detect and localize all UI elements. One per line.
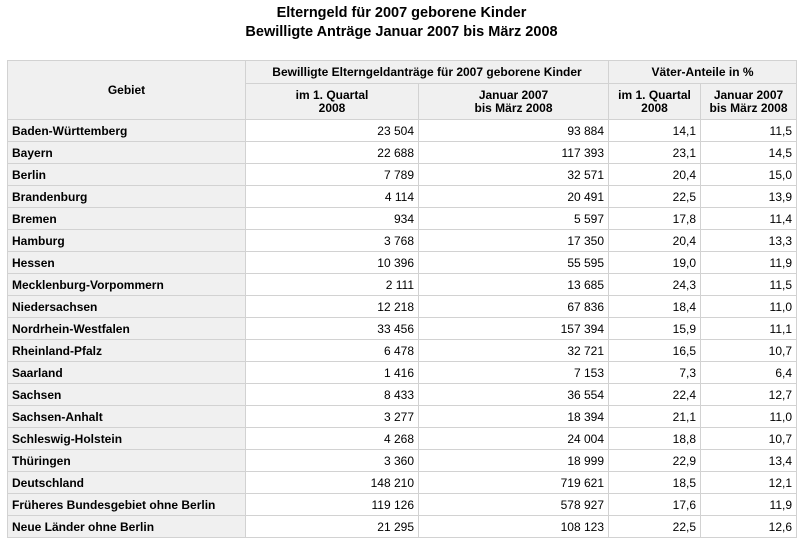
cell-vaeter-q1: 22,9 [609,450,701,472]
header-antraege-q1 [246,84,419,120]
cell-antraege-q1: 7 789 [246,164,419,186]
cell-vaeter-q1: 15,9 [609,318,701,340]
table-row [8,340,797,362]
cell-antraege-q1: 22 688 [246,142,419,164]
cell-vaeter-jan: 12,6 [701,516,797,538]
cell-antraege-jan: 578 927 [419,494,609,516]
cell-antraege-jan: 117 393 [419,142,609,164]
table-row [8,406,797,428]
table-row [8,450,797,472]
cell-vaeter-q1: 16,5 [609,340,701,362]
table-row [8,252,797,274]
header-gebiet: Gebiet [8,61,246,120]
cell-vaeter-jan: 12,1 [701,472,797,494]
table-row [8,428,797,450]
row-name: Früheres Bundesgebiet ohne Berlin [8,494,246,516]
table-row [8,472,797,494]
cell-vaeter-jan: 6,4 [701,362,797,384]
table-row [8,186,797,208]
row-name: Niedersachsen [8,296,246,318]
cell-vaeter-jan: 11,1 [701,318,797,340]
cell-antraege-jan: 24 004 [419,428,609,450]
cell-vaeter-q1: 19,0 [609,252,701,274]
cell-antraege-q1: 2 111 [246,274,419,296]
table-row [8,362,797,384]
cell-antraege-jan: 18 394 [419,406,609,428]
row-name: Hamburg [8,230,246,252]
cell-vaeter-jan: 12,7 [701,384,797,406]
table-row [8,164,797,186]
cell-vaeter-q1: 24,3 [609,274,701,296]
cell-antraege-jan: 67 836 [419,296,609,318]
cell-antraege-q1: 3 277 [246,406,419,428]
cell-vaeter-q1: 17,8 [609,208,701,230]
header-vaeter-jan [701,84,797,120]
row-name: Berlin [8,164,246,186]
table-row [8,318,797,340]
header-vaeter-jan-line2: bis März 2008 [709,100,788,115]
cell-antraege-jan: 17 350 [419,230,609,252]
table-row [8,494,797,516]
cell-antraege-jan: 32 571 [419,164,609,186]
cell-antraege-jan: 719 621 [419,472,609,494]
header-vaeter-q1-line1: im 1. Quartal [618,87,691,102]
data-table [7,60,797,538]
table-header [8,61,797,120]
cell-vaeter-jan: 11,9 [701,252,797,274]
cell-antraege-jan: 5 597 [419,208,609,230]
header-vaeter-jan-line1: Januar 2007 [713,87,784,102]
cell-antraege-q1: 4 114 [246,186,419,208]
cell-vaeter-q1: 21,1 [609,406,701,428]
cell-vaeter-q1: 7,3 [609,362,701,384]
header-antraege-q1-line2: 2008 [318,100,346,115]
header-group-antraege: Bewilligte Elterngeldanträge für 2007 geborene Kinder [246,61,609,84]
row-name: Deutschland [8,472,246,494]
cell-vaeter-jan: 11,5 [701,274,797,296]
cell-antraege-q1: 119 126 [246,494,419,516]
cell-vaeter-q1: 17,6 [609,494,701,516]
cell-vaeter-q1: 22,4 [609,384,701,406]
row-name: Bremen [8,208,246,230]
cell-vaeter-jan: 14,5 [701,142,797,164]
cell-antraege-jan: 13 685 [419,274,609,296]
header-antraege-jan-line1: Januar 2007 [478,87,549,102]
row-name: Saarland [8,362,246,384]
row-name: Neue Länder ohne Berlin [8,516,246,538]
cell-antraege-q1: 3 768 [246,230,419,252]
cell-vaeter-jan: 13,9 [701,186,797,208]
row-name: Schleswig-Holstein [8,428,246,450]
row-name: Thüringen [8,450,246,472]
row-name: Sachsen-Anhalt [8,406,246,428]
cell-antraege-q1: 148 210 [246,472,419,494]
header-vaeter-q1 [609,84,701,120]
cell-antraege-q1: 10 396 [246,252,419,274]
row-name: Sachsen [8,384,246,406]
table-row [8,120,797,142]
cell-antraege-q1: 23 504 [246,120,419,142]
cell-vaeter-jan: 11,9 [701,494,797,516]
cell-antraege-jan: 18 999 [419,450,609,472]
cell-vaeter-jan: 11,4 [701,208,797,230]
header-antraege-q1-line1: im 1. Quartal [295,87,369,102]
row-name: Rheinland-Pfalz [8,340,246,362]
row-name: Brandenburg [8,186,246,208]
cell-antraege-q1: 3 360 [246,450,419,472]
cell-vaeter-jan: 10,7 [701,340,797,362]
table-row [8,274,797,296]
cell-antraege-q1: 33 456 [246,318,419,340]
table-row [8,516,797,538]
cell-vaeter-q1: 22,5 [609,186,701,208]
row-name: Hessen [8,252,246,274]
table-body [8,120,797,538]
row-name: Mecklenburg-Vorpommern [8,274,246,296]
cell-vaeter-q1: 18,8 [609,428,701,450]
header-vaeter-q1-line2: 2008 [641,100,668,115]
header-antraege-jan [419,84,609,120]
cell-antraege-q1: 12 218 [246,296,419,318]
cell-vaeter-jan: 13,4 [701,450,797,472]
cell-vaeter-q1: 23,1 [609,142,701,164]
cell-vaeter-jan: 15,0 [701,164,797,186]
cell-vaeter-q1: 20,4 [609,164,701,186]
table-row [8,208,797,230]
cell-antraege-q1: 8 433 [246,384,419,406]
cell-antraege-jan: 108 123 [419,516,609,538]
cell-antraege-jan: 36 554 [419,384,609,406]
cell-antraege-q1: 21 295 [246,516,419,538]
cell-antraege-q1: 4 268 [246,428,419,450]
cell-vaeter-jan: 13,3 [701,230,797,252]
row-name: Nordrhein-Westfalen [8,318,246,340]
cell-antraege-jan: 157 394 [419,318,609,340]
cell-vaeter-jan: 11,0 [701,296,797,318]
cell-vaeter-q1: 22,5 [609,516,701,538]
cell-antraege-jan: 93 884 [419,120,609,142]
cell-antraege-jan: 55 595 [419,252,609,274]
cell-vaeter-jan: 11,5 [701,120,797,142]
header-antraege-jan-line2: bis März 2008 [474,100,553,115]
cell-antraege-q1: 934 [246,208,419,230]
cell-vaeter-q1: 18,4 [609,296,701,318]
table-row [8,230,797,252]
header-group-vaeter: Väter-Anteile in % [609,61,797,84]
table-row [8,296,797,318]
cell-vaeter-q1: 20,4 [609,230,701,252]
cell-vaeter-q1: 18,5 [609,472,701,494]
title-line-1: Elterngeld für 2007 geborene Kinder [276,5,527,21]
cell-vaeter-q1: 14,1 [609,120,701,142]
table-row [8,142,797,164]
table-row [8,384,797,406]
title-line-2: Bewilligte Anträge Januar 2007 bis März 2008 [245,24,558,40]
cell-vaeter-jan: 11,0 [701,406,797,428]
row-name: Baden-Württemberg [8,120,246,142]
cell-antraege-q1: 1 416 [246,362,419,384]
cell-antraege-q1: 6 478 [246,340,419,362]
page-title [0,4,803,42]
cell-antraege-jan: 7 153 [419,362,609,384]
row-name: Bayern [8,142,246,164]
cell-antraege-jan: 20 491 [419,186,609,208]
cell-antraege-jan: 32 721 [419,340,609,362]
cell-vaeter-jan: 10,7 [701,428,797,450]
